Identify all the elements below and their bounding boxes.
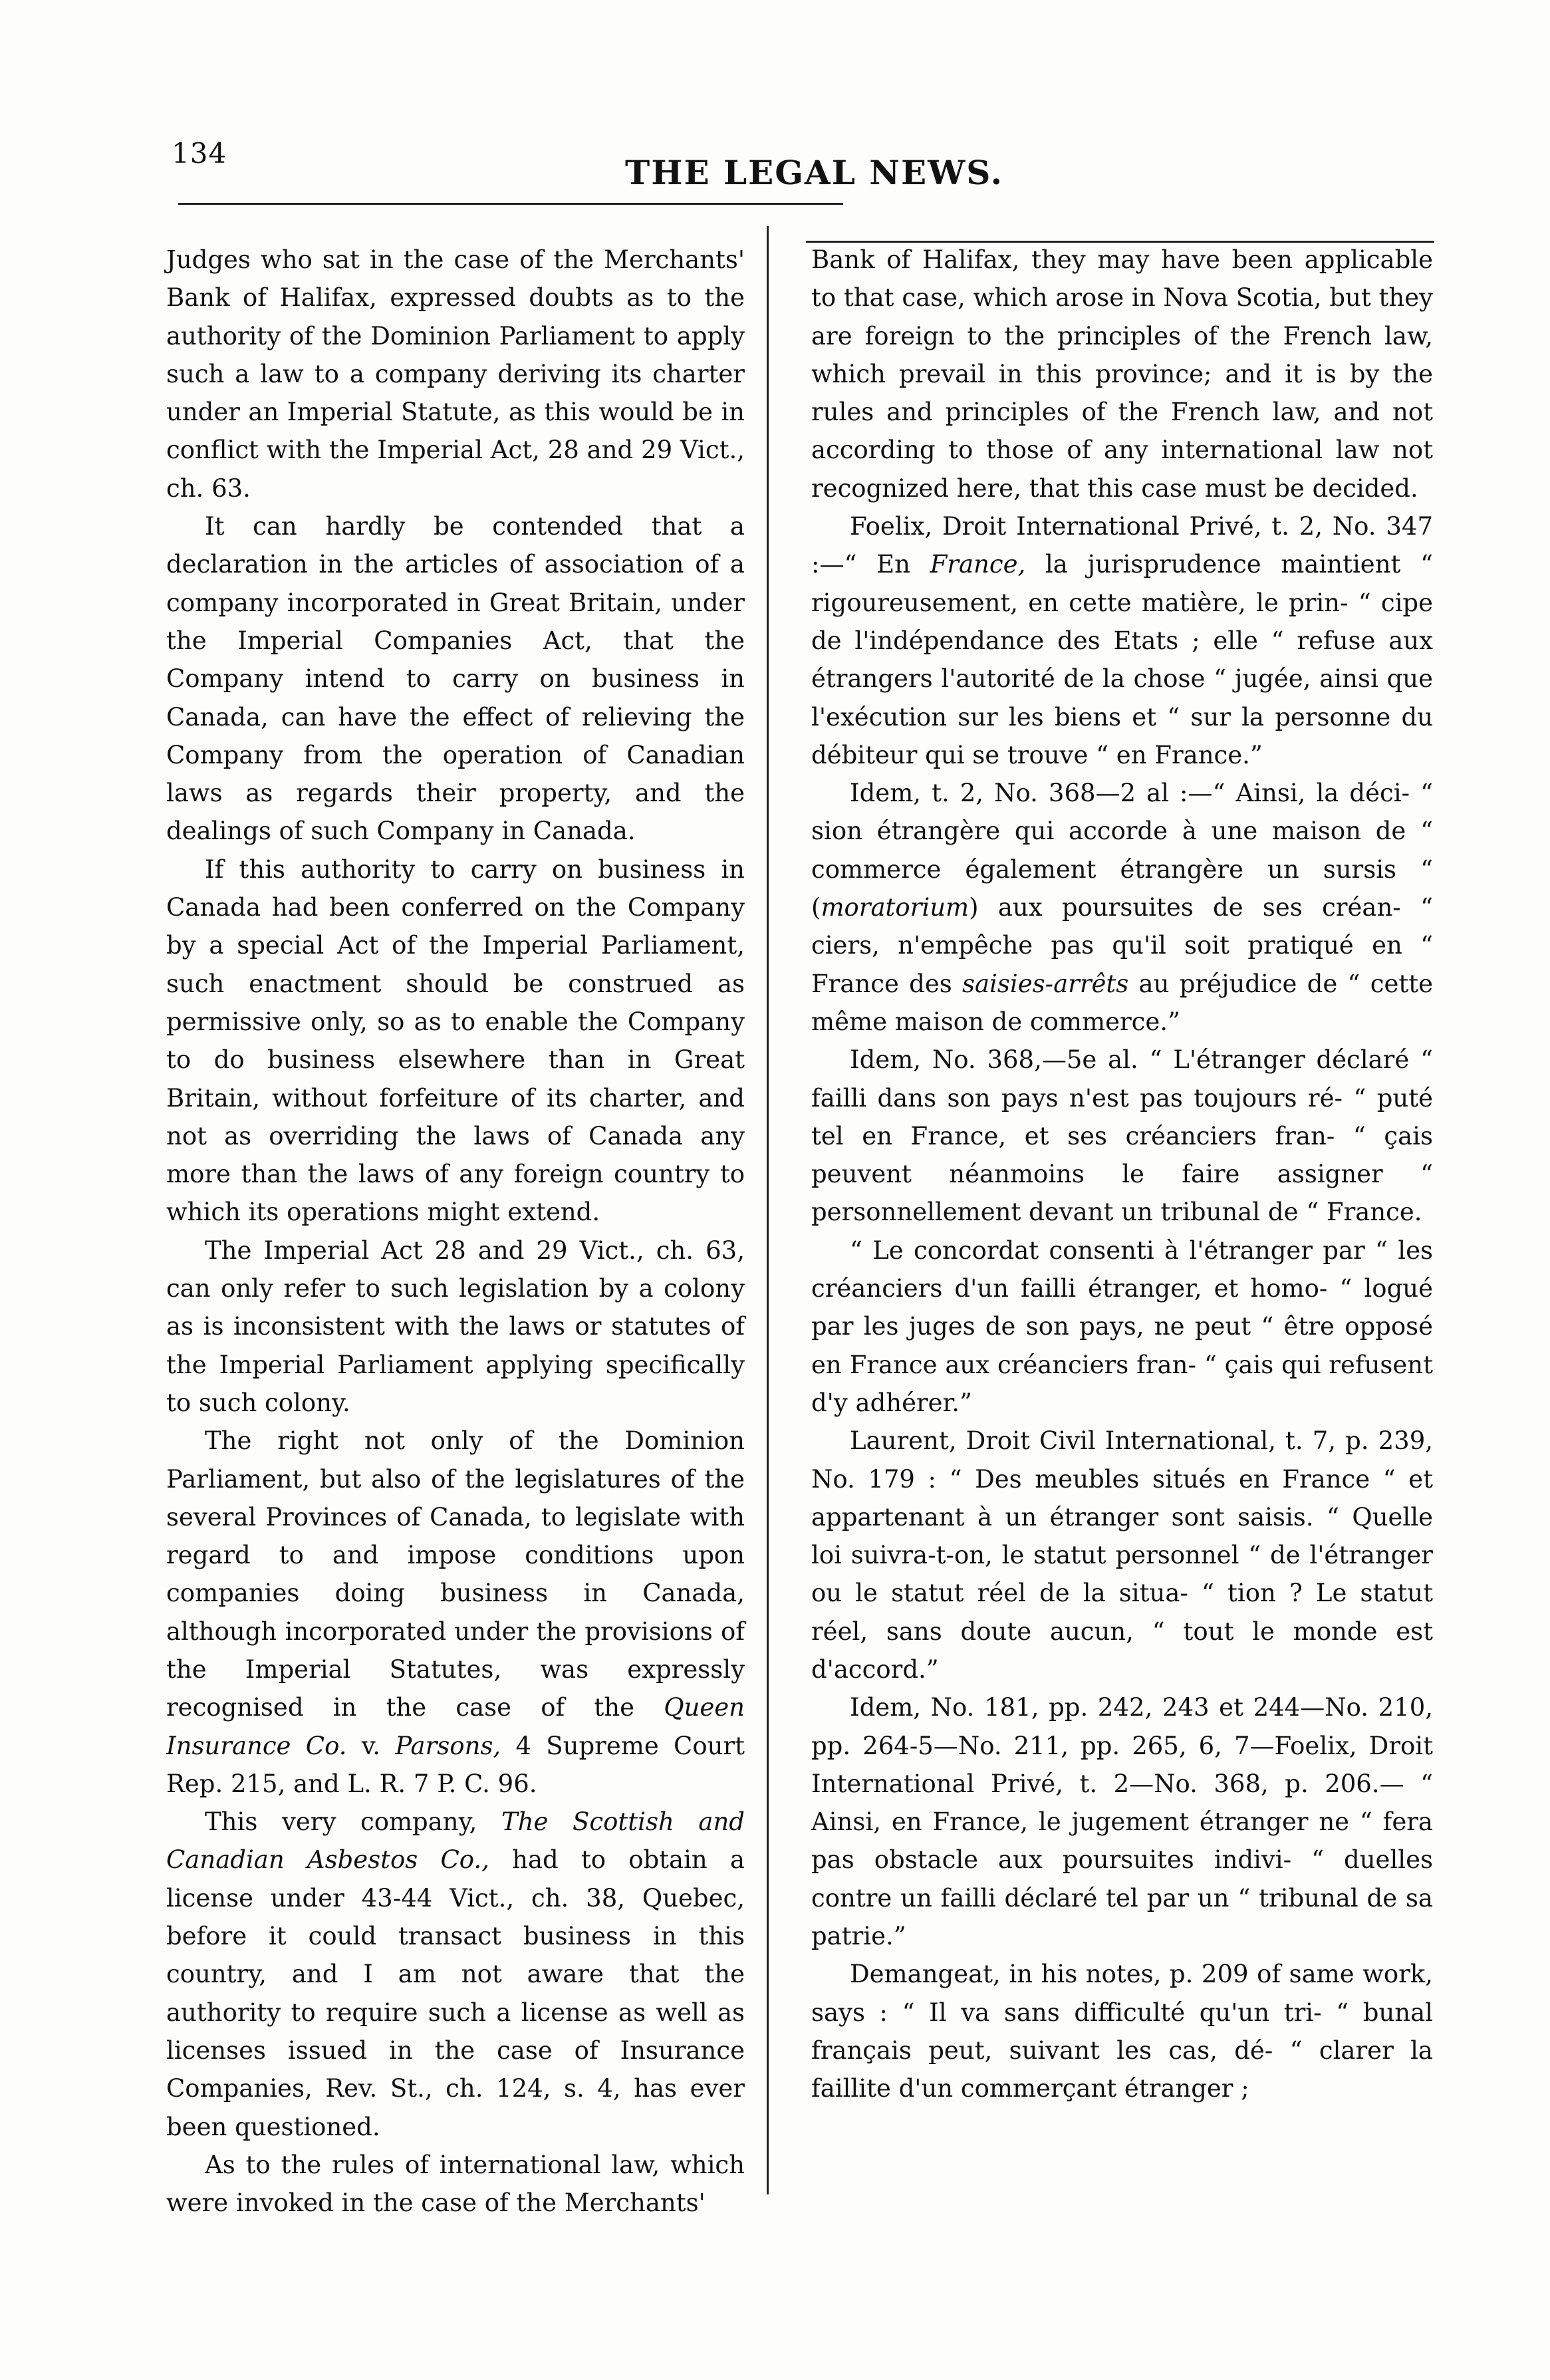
emphasis: France,: [930, 550, 1026, 579]
header-rule: [178, 203, 843, 205]
emphasis: moratorium: [821, 893, 969, 922]
paragraph: Bank of Halifax, they may have been applicable to that case, which arose in Nova Scotia, but they are foreign to the principles of the French law, which prevail in this province; and it is by the rules and principles of the French law, and not according to those of any international law not recognized here, that this case must be decided.: [811, 245, 1433, 503]
paragraph-text: Foelix, Droit International Privé, t. 2, No. 347 :—“ En: [811, 512, 1433, 579]
paragraph: [166, 1803, 745, 2146]
paragraph-text: au préjudice de “ cette même maison de commerce.”: [811, 969, 1434, 1036]
paragraph-text: The right not only of the Dominion Parliament, but also of the legislatures of the several Provinces of Canada, to legislate with regard to and impose conditions upon companies doing business in Canada, although incorporated under the provisions of the Imperial Statutes, was expressly recognised in the case of the: [166, 1426, 745, 1722]
column-divider: [767, 226, 769, 2194]
publication-title: THE LEGAL NEWS.: [625, 153, 1003, 192]
paragraph: “ Le concordat consenti à l'étranger par “ les créanciers d'un failli étranger, et homo- “ logué par les juges de son pays, ne peut “ être opposé en France aux créanciers fran- “ çais qui refusent d'y adhérer.”: [811, 1236, 1433, 1417]
emphasis: saisies-arrêts: [962, 969, 1129, 998]
paragraph: [811, 507, 1433, 774]
paragraph: Idem, No. 368,—5e al. “ L'étranger déclaré “ failli dans son pays n'est pas toujours ré- “ puté tel en France, et ses créanciers fran- “ çais peuvent néanmoins le faire assigner “ personnellement devant un tribunal de “ France.: [811, 1045, 1433, 1227]
page-number: 134: [172, 137, 227, 170]
paragraph-text: v.: [346, 1731, 396, 1760]
paragraph: As to the rules of international law, which were invoked in the case of the Merchants': [166, 2150, 745, 2218]
paragraph-text: 4 Supreme Court Rep. 215, and L. R. 7 P. C. 96.: [166, 1731, 745, 1798]
paragraph: Idem, No. 181, pp. 242, 243 et 244—No. 210, pp. 264-5—No. 211, pp. 265, 6, 7—Foelix, Droit International Privé, t. 2—No. 368, p. 206.— “ Ainsi, en France, le jugement étranger ne “ fera pas obstacle aux poursuites indivi- “ duelles contre un failli déclaré tel par un “ tribunal de sa patrie.”: [811, 1693, 1433, 1951]
paragraph: [811, 774, 1433, 1041]
case-name: Parsons,: [395, 1731, 501, 1760]
company-name: The Scottish and Canadian Asbestos Co.,: [166, 1807, 745, 1875]
paragraph: It can hardly be contended that a declaration in the articles of association of a company incorporated in Great Britain, under the Imperial Companies Act, that the Company intend to carry on business in Canada, can have the effect of relieving the Company from the operation of Canadian laws as regards their property, and the dealings of such Company in Canada.: [166, 512, 745, 846]
paragraph-text: had to obtain a license under 43-44 Vict., ch. 38, Quebec, before it could transact business in this country, and I am not aware that the authority to require such a license as well as licenses issued in the case of Insurance Companies, Rev. St., ch. 124, s. 4, has ever been questioned.: [166, 1845, 745, 2141]
left-column: [166, 241, 745, 2222]
case-name: Queen Insurance Co.: [166, 1693, 745, 1760]
paragraph: Demangeat, in his notes, p. 209 of same work, says : “ Il va sans difficulté qu'un tri- “ bunal français peut, suivant les cas, dé- “ clarer la faillite d'un commerçant étranger ;: [811, 1960, 1433, 2103]
paragraph: [166, 1422, 745, 1803]
right-column: [811, 241, 1433, 2108]
paragraph-text: This very company,: [205, 1807, 502, 1837]
paragraph-text: la jurisprudence maintient “ rigoureusement, en cette matière, le prin- “ cipe de l'indépendance des Etats ; elle “ refuse aux étrangers l'autorité de la chose “ jugée, ainsi que l'exécution sur les biens et “ sur la personne du débiteur qui se trouve “ en France.”: [811, 550, 1434, 769]
paragraph: If this authority to carry on business in Canada had been conferred on the Company by a special Act of the Imperial Parliament, such enactment should be construed as permissive only, so as to enable the Company to do business elsewhere than in Great Britain, without forfeiture of its charter, and not as overriding the laws of Canada any more than the laws of any foreign country to which its operations might extend.: [166, 855, 745, 1227]
paragraph: Laurent, Droit Civil International, t. 7, p. 239, No. 179 : “ Des meubles situés en France “ et appartenant à un étranger sont saisis. “ Quelle loi suivra-t-on, le statut personnel “ de l'étranger ou le statut réel de la situa- “ tion ? Le statut réel, sans doute aucun, “ tout le monde est d'accord.”: [811, 1426, 1433, 1684]
paragraph: Judges who sat in the case of the Merchants' Bank of Halifax, expressed doubts as to the authority of the Dominion Parliament to apply such a law to a company deriving its charter under an Imperial Statute, as this would be in conflict with the Imperial Act, 28 and 29 Vict., ch. 63.: [166, 245, 745, 503]
paragraph: The Imperial Act 28 and 29 Vict., ch. 63, can only refer to such legislation by a colony as is inconsistent with the laws or statutes of the Imperial Parliament applying specifically to such colony.: [166, 1236, 745, 1417]
paragraph-text: ) aux poursuites de ses créan- “ ciers, n'empêche pas qu'il soit pratiqué en “ France des: [811, 893, 1433, 998]
paragraph-text: Idem, t. 2, No. 368—2 al :—“ Ainsi, la déci- “ sion étrangère qui accorde à une maison de “ commerce également étrangère un sursis “ (: [811, 779, 1433, 922]
